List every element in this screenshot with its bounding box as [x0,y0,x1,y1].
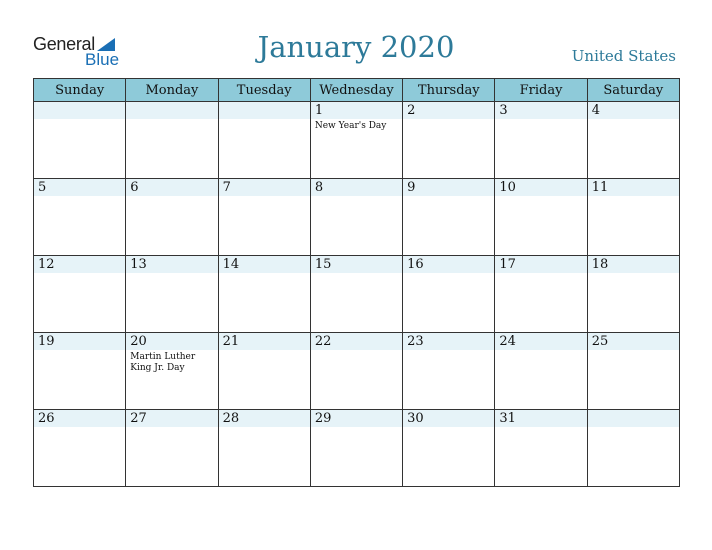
day-cell [218,179,310,256]
day-cell [126,410,218,487]
holiday-label: New Year's Day [314,121,387,131]
weekday-header: Monday [126,79,218,102]
week-row [34,256,680,333]
day-cell [403,179,495,256]
day-cell-band [126,179,217,196]
day-cell [34,179,126,256]
day-cell [495,256,587,333]
day-cell-band [126,102,217,119]
day-number: 30 [407,411,424,426]
day-cell [34,410,126,487]
weekday-header: Sunday [34,79,126,102]
day-cell [587,410,679,487]
day-cell [403,410,495,487]
day-cell-band [403,179,494,196]
day-cell [218,333,310,410]
day-cell-band [495,102,586,119]
logo-general-text: General [33,34,95,54]
day-cell [218,256,310,333]
day-cell [495,179,587,256]
day-number: 14 [222,257,240,272]
day-cell [587,333,679,410]
day-cell [310,179,402,256]
country-label: United States [571,47,676,65]
weekday-header: Wednesday [310,79,402,102]
day-number: 15 [314,257,332,272]
logo-blue-text: Blue [85,50,120,69]
day-cell [403,333,495,410]
week-row [34,102,680,179]
day-cell [495,410,587,487]
weekday-header: Thursday [403,79,495,102]
week-row [34,333,680,410]
day-number: 1 [314,103,324,118]
day-cell-band [219,179,310,196]
day-number: 5 [38,180,47,195]
day-cell [218,102,310,179]
day-cell [126,333,218,410]
day-number: 31 [499,411,516,426]
day-cell [403,102,495,179]
day-cell-band [403,102,494,119]
day-cell [34,333,126,410]
day-cell [218,410,310,487]
holiday-label: Martin Luther King Jr. Day [130,352,196,373]
day-number: 11 [591,180,609,195]
day-number: 21 [222,334,240,349]
day-cell [495,102,587,179]
week-row [34,179,680,256]
weekday-header: Saturday [587,79,679,102]
day-number: 18 [591,257,609,272]
day-number: 12 [38,257,55,272]
day-number: 16 [407,257,424,272]
day-cell [310,256,402,333]
day-number: 20 [130,334,147,349]
day-number: 4 [591,103,600,118]
day-cell [126,256,218,333]
day-number: 9 [407,180,416,195]
weekday-header: Tuesday [218,79,310,102]
weekday-header-row [34,79,680,102]
day-cell [34,102,126,179]
day-cell-band [588,410,679,427]
day-number: 17 [499,257,516,272]
calendar-title: January 2020 [257,30,455,64]
day-cell [310,410,402,487]
day-cell [310,333,402,410]
day-number: 25 [591,334,609,349]
day-number: 26 [38,411,55,426]
day-number: 22 [314,334,332,349]
day-number: 28 [222,411,240,426]
day-number: 24 [499,334,516,349]
calendar-grid [33,78,680,487]
day-number: 19 [38,334,55,349]
day-cell-band [588,102,679,119]
day-number: 3 [499,103,508,118]
day-number: 27 [130,411,147,426]
day-cell [495,333,587,410]
day-cell [587,256,679,333]
day-number: 8 [314,180,324,195]
day-number: 13 [130,257,147,272]
day-cell [310,102,402,179]
day-number: 10 [499,180,516,195]
day-cell [587,179,679,256]
day-number: 6 [130,180,139,195]
day-number: 2 [407,103,416,118]
weekday-header: Friday [495,79,587,102]
day-cell-band [219,102,310,119]
day-cell-band [34,179,125,196]
day-cell [126,102,218,179]
day-number: 29 [314,411,332,426]
day-cell [587,102,679,179]
day-cell-band [34,102,125,119]
week-row [34,410,680,487]
day-cell-band [311,102,402,119]
day-number: 23 [407,334,424,349]
day-cell [403,256,495,333]
day-cell [126,179,218,256]
day-cell-band [311,179,402,196]
day-cell [34,256,126,333]
day-number: 7 [222,180,231,195]
